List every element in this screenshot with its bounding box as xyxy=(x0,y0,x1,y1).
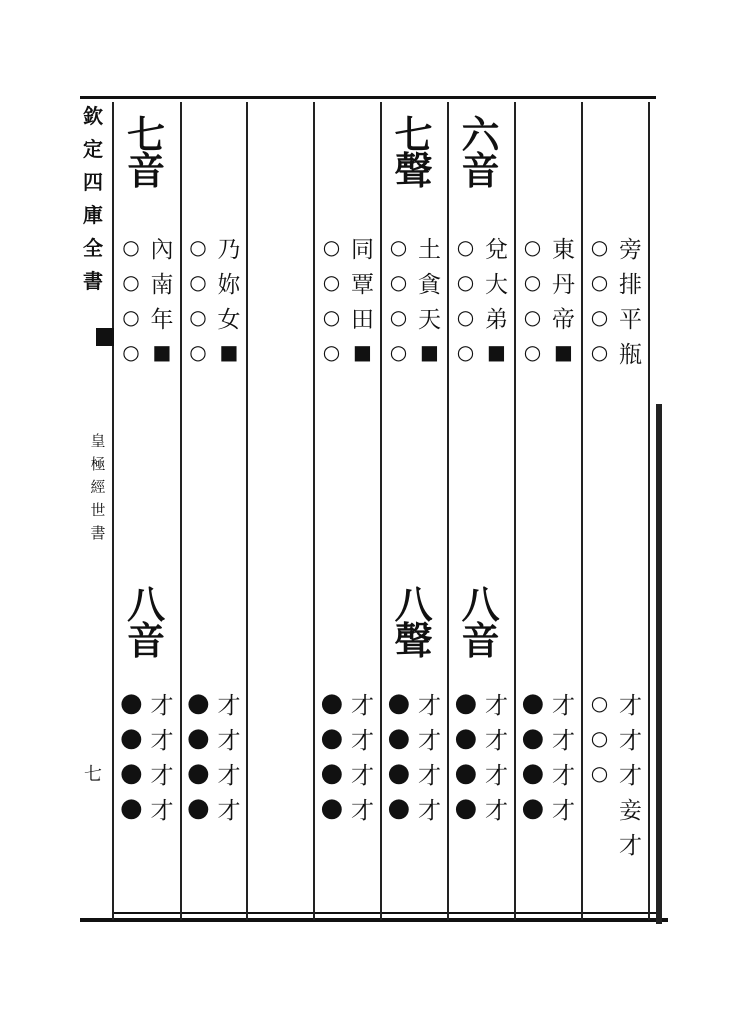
table-row xyxy=(451,686,514,720)
character: 丹 xyxy=(552,271,575,298)
open-circle-mark: ○ xyxy=(590,761,609,785)
table-row xyxy=(518,756,581,790)
table-row xyxy=(451,230,514,264)
character: 才 xyxy=(150,797,174,824)
character: 才 xyxy=(552,727,575,754)
filled-circle-mark: ● xyxy=(320,793,344,823)
table-row xyxy=(184,756,246,790)
table-row xyxy=(585,826,648,860)
table-row xyxy=(317,265,380,299)
character: 乃 xyxy=(217,236,241,263)
title-char: 欽 xyxy=(83,104,103,128)
open-circle-mark: ○ xyxy=(523,270,542,294)
table-row xyxy=(116,230,180,264)
section-heading: 八 xyxy=(394,582,433,627)
table-row xyxy=(518,265,581,299)
text-column xyxy=(313,104,380,918)
table-row xyxy=(116,335,180,369)
table-row xyxy=(317,335,380,369)
title-char: 庫 xyxy=(83,203,103,227)
character: 才 xyxy=(351,692,374,719)
filled-circle-mark: ● xyxy=(454,723,478,753)
table-row xyxy=(585,791,648,825)
right-border-bar xyxy=(656,404,662,924)
title-char: 定 xyxy=(83,137,103,161)
character: 才 xyxy=(485,727,508,754)
character: 才 xyxy=(351,762,374,789)
open-circle-mark: ○ xyxy=(122,305,140,329)
section-heading: 音 xyxy=(126,618,165,663)
section-heading: 聲 xyxy=(394,618,433,663)
character: 才 xyxy=(485,797,508,824)
table-row xyxy=(184,300,246,334)
filled-circle-mark: ● xyxy=(387,723,411,753)
character: 才 xyxy=(552,762,575,789)
section-heading: 八 xyxy=(461,582,500,627)
open-circle-mark: ○ xyxy=(389,270,408,294)
filled-circle-mark: ● xyxy=(320,758,344,788)
character: 才 xyxy=(485,762,508,789)
block-mark: ■ xyxy=(353,340,372,364)
filled-circle-mark: ● xyxy=(187,758,210,788)
table-row xyxy=(317,300,380,334)
table-row xyxy=(317,756,380,790)
table-row xyxy=(451,335,514,369)
open-circle-mark: ○ xyxy=(322,340,341,364)
table-row xyxy=(585,230,648,264)
table-row xyxy=(184,265,246,299)
character: 田 xyxy=(351,306,374,333)
open-circle-mark: ○ xyxy=(590,270,609,294)
filled-circle-mark: ● xyxy=(521,793,545,823)
table-row xyxy=(518,791,581,825)
character: 女 xyxy=(217,306,241,333)
character: 帝 xyxy=(552,306,575,333)
filled-circle-mark: ● xyxy=(387,793,411,823)
filled-circle-mark: ● xyxy=(387,688,411,718)
character: 內 xyxy=(150,236,174,263)
table-row xyxy=(451,300,514,334)
open-circle-mark: ○ xyxy=(122,340,140,364)
character: 才 xyxy=(150,692,174,719)
section-heading: 音 xyxy=(126,148,165,193)
table-row xyxy=(585,335,648,369)
table-row xyxy=(518,335,581,369)
table-row xyxy=(116,265,180,299)
text-column xyxy=(581,104,648,918)
table-row xyxy=(184,335,246,369)
table-row xyxy=(518,300,581,334)
character: 才 xyxy=(418,692,441,719)
open-circle-mark: ○ xyxy=(523,235,542,259)
table-row xyxy=(116,300,180,334)
block-mark: ■ xyxy=(219,340,239,364)
filled-circle-mark: ● xyxy=(320,688,344,718)
table-row xyxy=(384,335,447,369)
side-char: 書 xyxy=(90,524,106,542)
text-column xyxy=(180,104,246,918)
character: 兌 xyxy=(485,236,508,263)
table-row xyxy=(384,791,447,825)
table-row xyxy=(116,721,180,755)
open-circle-mark: ○ xyxy=(590,305,609,329)
open-circle-mark: ○ xyxy=(189,235,207,259)
open-circle-mark: ○ xyxy=(456,235,475,259)
title-char: 全 xyxy=(83,236,103,260)
table-row xyxy=(317,791,380,825)
table-row xyxy=(384,756,447,790)
table-row xyxy=(184,686,246,720)
character: 才 xyxy=(619,727,642,754)
filled-circle-mark: ● xyxy=(120,723,143,753)
text-column xyxy=(514,104,581,918)
character: 弟 xyxy=(485,306,508,333)
open-circle-mark: ○ xyxy=(389,305,408,329)
table-row xyxy=(184,721,246,755)
open-circle-mark: ○ xyxy=(590,726,609,750)
character: 才 xyxy=(552,797,575,824)
filled-circle-mark: ● xyxy=(521,758,545,788)
open-circle-mark: ○ xyxy=(456,340,475,364)
filled-circle-mark: ● xyxy=(120,758,143,788)
filled-circle-mark: ● xyxy=(454,758,478,788)
table-row xyxy=(451,265,514,299)
title-char: 書 xyxy=(83,269,103,293)
character: 才 xyxy=(150,762,174,789)
character: 才 xyxy=(351,727,374,754)
table-row xyxy=(317,686,380,720)
top-border xyxy=(80,96,656,99)
section-heading: 音 xyxy=(461,618,500,663)
character: 才 xyxy=(217,692,241,719)
character: 才 xyxy=(418,797,441,824)
character: 妳 xyxy=(217,271,241,298)
filled-circle-mark: ● xyxy=(187,793,210,823)
character: 妾 xyxy=(619,797,642,824)
open-circle-mark: ○ xyxy=(189,340,207,364)
open-circle-mark: ○ xyxy=(322,235,341,259)
table-row xyxy=(518,230,581,264)
table-row xyxy=(116,686,180,720)
table-row xyxy=(317,721,380,755)
character: 才 xyxy=(418,762,441,789)
table-row xyxy=(518,686,581,720)
table-row xyxy=(384,300,447,334)
open-circle-mark: ○ xyxy=(456,270,475,294)
character: 才 xyxy=(552,692,575,719)
table-row xyxy=(585,265,648,299)
table-row xyxy=(184,230,246,264)
character: 土 xyxy=(418,236,441,263)
open-circle-mark: ○ xyxy=(523,305,542,329)
open-circle-mark: ○ xyxy=(590,235,609,259)
filled-circle-mark: ● xyxy=(521,723,545,753)
open-circle-mark: ○ xyxy=(590,691,609,715)
section-heading: 八 xyxy=(126,582,165,627)
side-char: 世 xyxy=(90,501,106,519)
character: 才 xyxy=(619,762,642,789)
table-row xyxy=(585,756,648,790)
table-row xyxy=(384,721,447,755)
table-row xyxy=(451,791,514,825)
table-row xyxy=(384,686,447,720)
table-row xyxy=(585,721,648,755)
character: 平 xyxy=(619,306,642,333)
table-row xyxy=(317,230,380,264)
block-mark: ■ xyxy=(420,340,439,364)
text-column xyxy=(380,104,447,918)
open-circle-mark: ○ xyxy=(122,235,140,259)
section-heading: 音 xyxy=(461,148,500,193)
filled-circle-mark: ● xyxy=(187,723,210,753)
character: 才 xyxy=(619,692,642,719)
column-divider xyxy=(648,102,650,920)
open-circle-mark: ○ xyxy=(122,270,140,294)
title-char: 四 xyxy=(83,170,103,194)
table-row xyxy=(184,791,246,825)
filled-circle-mark: ● xyxy=(120,688,143,718)
block-mark: ■ xyxy=(487,340,506,364)
open-circle-mark: ○ xyxy=(322,305,341,329)
section-heading: 七 xyxy=(394,112,433,157)
character: 才 xyxy=(619,832,642,859)
side-title xyxy=(88,430,108,545)
character: 才 xyxy=(150,727,174,754)
text-column xyxy=(246,104,312,918)
open-circle-mark: ○ xyxy=(590,340,609,364)
character: 天 xyxy=(418,306,441,333)
block-mark: ■ xyxy=(554,340,573,364)
open-circle-mark: ○ xyxy=(389,340,408,364)
open-circle-mark: ○ xyxy=(189,270,207,294)
character: 瓶 xyxy=(619,341,642,368)
table-row xyxy=(116,791,180,825)
folio-number: 七 xyxy=(84,764,102,785)
filled-circle-mark: ● xyxy=(387,758,411,788)
open-circle-mark: ○ xyxy=(523,340,542,364)
character: 才 xyxy=(418,727,441,754)
filled-circle-mark: ● xyxy=(454,688,478,718)
character: 才 xyxy=(217,762,241,789)
character: 排 xyxy=(619,271,642,298)
table-row xyxy=(451,721,514,755)
book-title xyxy=(78,100,108,298)
character: 覃 xyxy=(351,271,374,298)
side-char: 極 xyxy=(90,455,106,473)
text-column xyxy=(112,104,180,918)
character: 貪 xyxy=(418,271,441,298)
character: 才 xyxy=(351,797,374,824)
character: 東 xyxy=(552,236,575,263)
filled-circle-mark: ● xyxy=(320,723,344,753)
character: 才 xyxy=(217,797,241,824)
section-heading: 六 xyxy=(461,112,500,157)
table-row xyxy=(585,300,648,334)
open-circle-mark: ○ xyxy=(189,305,207,329)
open-circle-mark: ○ xyxy=(389,235,408,259)
side-char: 經 xyxy=(90,478,106,496)
table-row xyxy=(116,756,180,790)
filled-circle-mark: ● xyxy=(120,793,143,823)
table-row xyxy=(384,230,447,264)
bottom-border xyxy=(80,918,668,922)
side-char: 皇 xyxy=(90,432,106,450)
table-row xyxy=(518,721,581,755)
filled-circle-mark: ● xyxy=(521,688,545,718)
filled-circle-mark: ● xyxy=(454,793,478,823)
character: 年 xyxy=(150,306,174,333)
filled-circle-mark: ● xyxy=(187,688,210,718)
character: 才 xyxy=(217,727,241,754)
block-mark: ■ xyxy=(152,340,172,364)
open-circle-mark: ○ xyxy=(456,305,475,329)
section-heading: 七 xyxy=(126,112,165,157)
character: 大 xyxy=(485,271,508,298)
character: 同 xyxy=(351,236,374,263)
table-row xyxy=(384,265,447,299)
table-row xyxy=(585,686,648,720)
character: 才 xyxy=(485,692,508,719)
character: 旁 xyxy=(619,236,642,263)
section-heading: 聲 xyxy=(394,148,433,193)
open-circle-mark: ○ xyxy=(322,270,341,294)
table-row xyxy=(451,756,514,790)
character: 南 xyxy=(150,271,174,298)
text-column xyxy=(447,104,514,918)
